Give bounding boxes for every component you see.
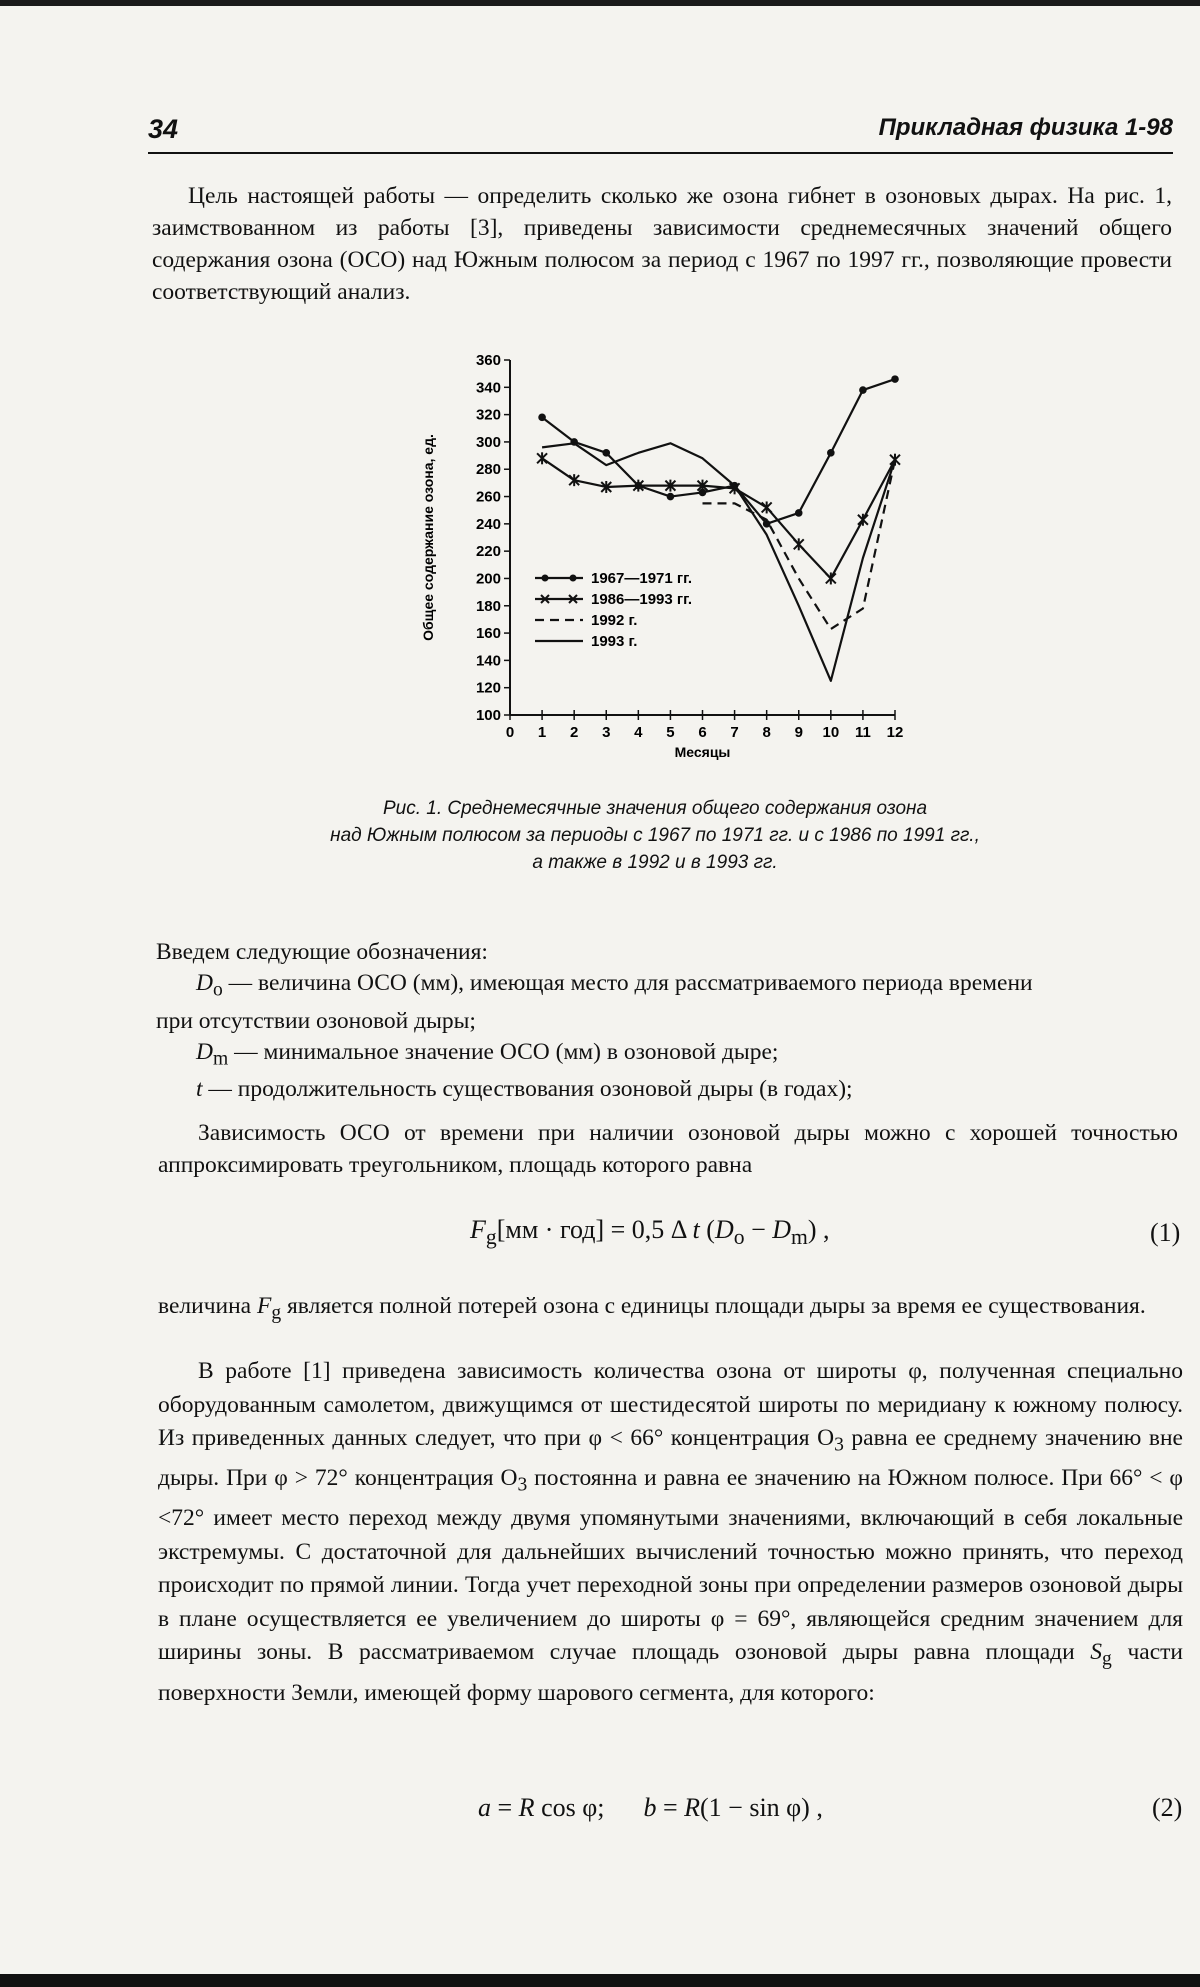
eq-equals: = — [656, 1793, 685, 1822]
symbol-d: D — [196, 970, 213, 996]
symbol-sub: g — [271, 1302, 282, 1324]
definition-dm — [156, 1037, 1176, 1075]
data-point — [538, 414, 546, 422]
y-tick-label: 140 — [475, 652, 501, 670]
x-tick-label: 12 — [886, 724, 904, 741]
symbol-sub: m — [212, 1048, 229, 1070]
definition-text: — величина ОСО (мм), имеющая место для рассматриваемого периода времени — [222, 970, 1033, 996]
caption-line-3: а также в 1992 и в 1993 гг. — [532, 852, 778, 873]
x-tick-label: 6 — [698, 724, 707, 741]
eq-d: D — [714, 1215, 734, 1244]
data-point — [858, 514, 868, 526]
x-tick-label: 9 — [794, 724, 803, 741]
eq-close: ) , — [807, 1215, 830, 1244]
data-point — [667, 493, 675, 501]
x-tick-label: 1 — [537, 724, 547, 741]
x-tick-label: 8 — [762, 724, 771, 741]
series-line-2 — [542, 458, 895, 578]
symbol-f: F — [256, 1293, 272, 1319]
eq-a: a — [478, 1793, 491, 1822]
eq-sub: m — [791, 1225, 808, 1250]
y-tick-label: 100 — [475, 707, 501, 724]
legend-marker — [570, 575, 577, 582]
equation-1 — [470, 1215, 830, 1250]
text-span: величина — [158, 1293, 257, 1319]
symbol-sub: о — [212, 979, 223, 1001]
data-point — [794, 538, 804, 550]
y-tick-label: 180 — [475, 597, 501, 615]
text-span: постоянна и равна ее значению на Южном полюсе. При 66° < φ <72° имеет место переход между двумя упомянутыми значениями, включающий в себя локальные экстремумы. С достаточной для дальнейших вычислений точностью можно принять, что переход происходит по прямой линии. Тогда учет переходной зоны при определении размеров озоновой дыры в плане осуществляется ее увеличением до широты φ = 69°, являющейся средним значением для ширины зоны. В рассматриваемом случае площадь озоновой дыры равна площади — [158, 1465, 1183, 1666]
eq-minus: − — [744, 1215, 773, 1244]
data-point — [602, 449, 610, 457]
x-axis-label: Месяцы — [674, 744, 731, 760]
definition-d0 — [156, 968, 1176, 1006]
x-tick-label: 5 — [666, 724, 675, 741]
data-point — [827, 449, 835, 457]
symbol-s: S — [1090, 1639, 1103, 1666]
definition-t — [156, 1074, 1176, 1105]
symbol-sub: 3 — [517, 1474, 528, 1496]
data-point — [762, 501, 772, 513]
equation-2-number: (2) — [1152, 1793, 1183, 1822]
x-tick-label: 7 — [730, 724, 739, 741]
data-point — [537, 452, 547, 464]
approximation-paragraph: Зависимость ОСО от времени при наличии озоновой дыры можно с хорошей точностью аппроксимировать треугольником, площадь которого равна — [158, 1120, 1178, 1178]
loss-paragraph — [158, 1290, 1178, 1330]
running-header — [148, 112, 1173, 154]
y-tick-label: 120 — [475, 679, 501, 697]
data-point — [859, 386, 867, 394]
y-tick-label: 340 — [475, 379, 501, 397]
x-tick-label: 4 — [634, 724, 643, 741]
y-tick-label: 160 — [475, 625, 501, 643]
legend-marker — [542, 575, 549, 582]
ozone-chart — [415, 345, 935, 765]
legend-label: 1993 г. — [591, 633, 638, 650]
eq-r: R — [518, 1793, 535, 1822]
caption-line-2: над Южным полюсом за периоды с 1967 по 1971 гг. и с 1986 по 1991 гг., — [330, 825, 980, 846]
journal-title: Прикладная физика 1-98 — [878, 114, 1173, 141]
y-tick-label: 360 — [475, 352, 501, 369]
x-tick-label: 10 — [822, 724, 840, 741]
figure-1 — [415, 345, 935, 765]
eq-f: F — [470, 1215, 486, 1244]
data-point — [826, 572, 836, 584]
symbol-sub: 3 — [834, 1434, 844, 1456]
latitude-paragraph — [158, 1355, 1183, 1710]
y-tick-label: 280 — [475, 461, 501, 479]
y-tick-label: 200 — [475, 570, 501, 588]
intro-paragraph: Цель настоящей работы — определить сколько же озона гибнет в озоновых дырах. На рис. 1, заимствованном из работы [3], приведены зависимости среднемесячных значений общего содержания озона (ОСО) над Южным полюсом за период с 1967 по 1997 гг., позволяющие провести соответствующий анализ. — [152, 183, 1172, 305]
eq-unit: [мм · год] = 0,5 Δ — [496, 1215, 693, 1244]
eq-cos: cos φ; — [534, 1793, 605, 1822]
data-point — [891, 375, 899, 383]
eq-rest: (1 − sin φ) , — [700, 1793, 823, 1822]
legend-label: 1986—1993 гг. — [591, 591, 693, 608]
eq-r: R — [684, 1793, 701, 1822]
x-tick-label: 3 — [602, 724, 611, 741]
equation-2 — [478, 1793, 823, 1823]
data-point — [795, 509, 803, 517]
text-span: части поверхности Земли, имеющей форму шарового сегмента, для которого: — [158, 1639, 1183, 1706]
figure-caption — [255, 795, 1055, 876]
symbol-t: t — [196, 1076, 203, 1103]
page-number: 34 — [148, 114, 179, 144]
text-span: В работе [1] приведена зависимость количества озона от широты φ, полученная специально оборудованным самолетом, движущимся от шестидесятой широты по меридиану к южному полюсу. Из приведенных данных следует, что при φ < 66° концентрация O — [158, 1358, 1183, 1451]
y-tick-label: 300 — [475, 433, 501, 451]
text-span: является полной потерей озона с единицы площади дыры за время ее существования. — [281, 1293, 1146, 1319]
eq-d: D — [772, 1215, 792, 1244]
eq-sub: g — [485, 1225, 497, 1250]
eq-open: ( — [699, 1215, 715, 1244]
eq-t: t — [692, 1215, 700, 1244]
y-tick-label: 260 — [475, 488, 501, 506]
x-tick-label: 2 — [569, 724, 579, 741]
y-tick-label: 220 — [475, 543, 501, 561]
symbol-d: D — [196, 1038, 213, 1065]
eq-equals: = — [491, 1793, 519, 1822]
scan-top-edge — [0, 0, 1200, 6]
caption-line-1: Рис. 1. Среднемесячные значения общего содержания озона — [382, 798, 928, 819]
eq-sub: o — [733, 1225, 745, 1250]
legend-label: 1992 г. — [591, 612, 638, 629]
x-tick-label: 0 — [505, 724, 515, 741]
text-span: равна ее среднему значению вне дыры. При φ > 72° концентрация O — [158, 1425, 1183, 1492]
x-tick-label: 11 — [854, 724, 871, 741]
symbol-sub: g — [1102, 1649, 1112, 1671]
definitions-intro: Введем следующие обозначения: — [156, 939, 488, 965]
definition-text: — минимальное значение ОСО (мм) в озоновой дыре; — [228, 1038, 779, 1065]
y-axis-label: Общее содержание озона, ед. — [420, 434, 436, 641]
y-tick-label: 240 — [475, 515, 501, 533]
definitions-block — [156, 937, 1176, 1105]
definition-text: — продолжительность существования озоновой дыры (в годах); — [202, 1076, 853, 1103]
y-tick-label: 320 — [475, 406, 501, 424]
equation-1-number: (1) — [1150, 1218, 1181, 1247]
eq-b: b — [643, 1793, 657, 1822]
definition-d0-continued: при отсутствии озоновой дыры; — [156, 1007, 476, 1034]
legend-label: 1967—1971 гг. — [591, 570, 693, 587]
scan-bottom-edge — [0, 1974, 1200, 1987]
series-line-1 — [542, 379, 895, 524]
